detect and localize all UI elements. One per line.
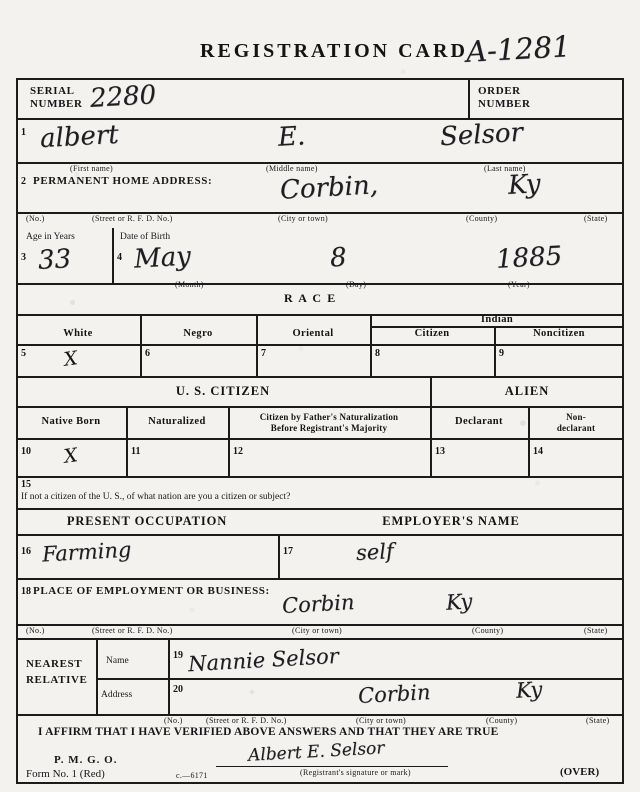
field-number-11: 11	[131, 446, 141, 457]
us-citizen-heading: U. S. CITIZEN	[175, 384, 271, 398]
signature-caption: (Registrant's signature or mark)	[300, 768, 411, 777]
field-number-13: 13	[435, 446, 445, 457]
field-number-18: 18	[21, 586, 31, 597]
citizen-answer-divider	[16, 476, 624, 478]
relative-state-caption: (State)	[586, 716, 610, 725]
affirmation-text: I AFFIRM THAT I HAVE VERIFIED ABOVE ANSWERS AND THAT THEY ARE TRUE	[38, 726, 499, 738]
race-col-oriental-label: Oriental	[292, 328, 334, 339]
serial-number-label: SERIAL	[30, 85, 75, 97]
nation-question-text: If not a citizen of the U. S., of what nation are you a citizen or subject?	[21, 492, 291, 502]
birth-month-value: May	[133, 241, 192, 275]
age-label: Age in Years	[26, 232, 75, 242]
address-no-caption: (No.)	[26, 214, 45, 223]
first-name-caption: (First name)	[70, 164, 113, 173]
last-name-value: Selsor	[439, 117, 524, 153]
citizen-col-divider-3	[528, 406, 530, 476]
relative-address-city: Corbin	[357, 679, 432, 709]
field-number-5: 5	[21, 348, 26, 359]
order-number-label: ORDER	[478, 85, 521, 97]
field-number-6: 6	[145, 348, 150, 359]
paper-speckle	[250, 690, 254, 694]
address-street-caption: (Street or R. F. D. No.)	[92, 214, 173, 223]
race-col-divider-1	[140, 314, 142, 376]
field-number-7: 7	[261, 348, 266, 359]
middle-name-caption: (Middle name)	[266, 164, 318, 173]
border-left	[16, 78, 18, 782]
race-col-divider-3	[370, 314, 372, 376]
race-labels-divider	[16, 344, 624, 346]
citizen-col-nondeclarant-label: Non-	[566, 412, 586, 422]
field-number-12: 12	[233, 446, 243, 457]
occupation-answer-divider	[16, 578, 624, 580]
field-number-14: 14	[533, 446, 543, 457]
paper-speckle	[70, 300, 75, 305]
race-col-citizen-label: Citizen	[414, 328, 450, 339]
address-county-caption: (County)	[466, 214, 498, 223]
border-bottom	[16, 782, 624, 784]
serial-number-label-2: NUMBER	[30, 98, 83, 110]
place-employment-label: PLACE OF EMPLOYMENT OR BUSINESS:	[33, 585, 270, 597]
place-no-caption: (No.)	[26, 626, 45, 635]
dob-label: Date of Birth	[120, 232, 171, 242]
citizen-col-divider-2	[228, 406, 230, 476]
field-number-19: 19	[173, 650, 183, 661]
last-name-caption: (Last name)	[484, 164, 526, 173]
relative-county-caption: (County)	[486, 716, 518, 725]
citizen-col-father-label-2: Before Registrant's Majority	[270, 423, 388, 433]
footer-over: (OVER)	[560, 766, 600, 778]
citizen-heading-divider	[16, 406, 624, 408]
relative-street-caption: (Street or R. F. D. No.)	[206, 716, 287, 725]
order-number-divider	[468, 78, 470, 118]
occupation-employer-divider	[278, 534, 280, 578]
occupation-value: Farming	[41, 537, 132, 567]
race-answer-divider	[16, 376, 624, 378]
place-street-caption: (Street or R. F. D. No.)	[92, 626, 173, 635]
citizen-labels-divider	[16, 438, 624, 440]
relative-top-divider	[16, 638, 624, 640]
citizen-native-born-mark: X	[62, 444, 79, 468]
place-county-caption: (County)	[472, 626, 504, 635]
present-occupation-heading: PRESENT OCCUPATION	[66, 514, 228, 528]
field-number-20: 20	[173, 684, 183, 695]
citizen-col-nondeclarant-label-2: declarant	[556, 423, 596, 433]
nearest-relative-heading-2: RELATIVE	[26, 674, 88, 686]
footer-form: Form No. 1 (Red)	[26, 768, 105, 780]
relative-label-divider	[96, 638, 98, 714]
document-title: REGISTRATION CARD	[200, 40, 468, 62]
race-col-divider-4	[494, 326, 496, 376]
address-city-caption: (City or town)	[278, 214, 328, 223]
field-number-8: 8	[375, 348, 380, 359]
address-city-value: Corbin,	[279, 170, 379, 206]
row-divider-birth	[16, 283, 624, 285]
birth-day-caption: (Day)	[346, 280, 367, 289]
birth-day-value: 8	[329, 242, 348, 274]
race-white-mark: X	[62, 347, 79, 371]
relative-name-value: Nannie Selsor	[187, 643, 340, 677]
employer-name-heading: EMPLOYER'S NAME	[382, 514, 520, 528]
relative-name-divider	[96, 678, 624, 680]
border-top	[16, 78, 624, 80]
birth-year-caption: (Year)	[508, 280, 530, 289]
alien-heading: ALIEN	[504, 384, 550, 398]
race-col-negro-label: Negro	[183, 328, 213, 339]
signature-value: Albert E. Selsor	[247, 738, 385, 766]
footer-code: c.—6171	[176, 771, 208, 780]
relative-address-state: Ky	[515, 677, 543, 703]
address-state-value: Ky	[507, 169, 542, 201]
age-dob-divider	[112, 228, 114, 283]
field-number-10: 10	[21, 446, 31, 457]
address-state-caption: (State)	[584, 214, 608, 223]
occupation-heading-divider	[16, 534, 624, 536]
birth-month-caption: (Month)	[175, 280, 204, 289]
signature-rule	[216, 766, 448, 767]
field-number-2: 2	[21, 176, 26, 187]
field-number-17: 17	[283, 546, 293, 557]
place-employment-city: Corbin	[281, 589, 356, 619]
race-col-divider-2	[256, 314, 258, 376]
nearest-relative-heading-1: NEAREST	[26, 658, 83, 670]
footer-pmgo: P. M. G. O.	[54, 754, 118, 766]
citizen-col-declarant-label: Declarant	[455, 416, 503, 427]
order-number-handwritten: A-1281	[465, 29, 572, 69]
place-city-caption: (City or town)	[292, 626, 342, 635]
place-employment-state: Ky	[445, 589, 473, 615]
field-number-15: 15	[21, 479, 31, 490]
citizen-col-father-label: Citizen by Father's Naturalization	[259, 412, 399, 422]
relative-address-label: Address	[101, 690, 133, 700]
race-col-noncitizen-label: Noncitizen	[533, 328, 585, 339]
citizen-col-divider-1	[126, 406, 128, 476]
order-number-label-2: NUMBER	[478, 98, 531, 110]
race-col-white-label: White	[63, 328, 93, 339]
relative-field-divider	[168, 638, 170, 714]
race-heading: R A C E	[284, 291, 337, 305]
first-name-value: albert	[39, 119, 120, 155]
middle-name-value: E.	[277, 121, 307, 153]
relative-city-caption: (City or town)	[356, 716, 406, 725]
field-number-3: 3	[21, 252, 26, 263]
place-state-caption: (State)	[584, 626, 608, 635]
field-number-4: 4	[117, 252, 122, 263]
citizen-col-naturalized-label: Naturalized	[148, 416, 206, 427]
field-number-1: 1	[21, 127, 26, 138]
nation-question-divider	[16, 508, 624, 510]
relative-name-label: Name	[106, 656, 129, 666]
serial-number-value: 2280	[89, 80, 157, 114]
relative-bottom-divider	[16, 714, 624, 716]
employer-value: self	[355, 538, 395, 566]
permanent-address-label: PERMANENT HOME ADDRESS:	[33, 175, 213, 187]
relative-no-caption: (No.)	[164, 716, 183, 725]
field-number-9: 9	[499, 348, 504, 359]
citizen-col-native-label: Native Born	[41, 416, 101, 427]
indian-heading: Indian	[480, 314, 514, 325]
birth-year-value: 1885	[495, 241, 563, 275]
field-number-16: 16	[21, 546, 31, 557]
age-value: 33	[37, 244, 72, 276]
